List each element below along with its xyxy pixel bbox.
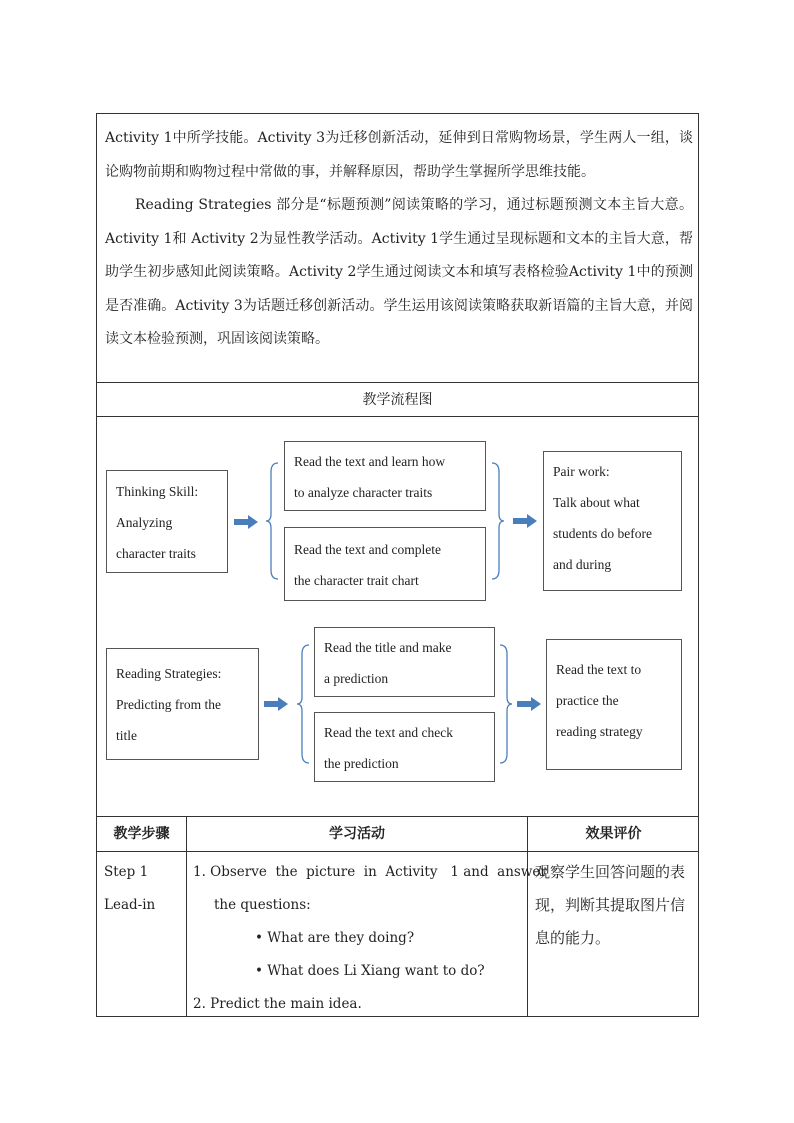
activity-item-1-cont: the questions: xyxy=(214,897,311,913)
activity-item-2: 2. Predict the main idea. xyxy=(193,996,362,1012)
box-line: students do before xyxy=(553,526,652,541)
divider xyxy=(97,416,698,417)
box-line: Read the text and learn how xyxy=(294,454,446,469)
header-learning-activities: 学习活动 xyxy=(329,826,385,842)
left-brace-icon xyxy=(296,644,310,764)
right-brace-icon xyxy=(499,644,513,764)
right-arrow-icon xyxy=(517,697,541,711)
flow-box-complete-chart xyxy=(284,527,486,601)
box-line: character traits xyxy=(116,546,196,561)
flow-box-learn-analyze xyxy=(284,441,486,511)
activity-bullet-2: • What does Li Xiang want to do? xyxy=(255,963,485,979)
step-name: Lead-in xyxy=(104,897,156,913)
box-line: Reading Strategies: xyxy=(116,666,222,681)
header-teaching-steps: 教学步骤 xyxy=(113,826,170,842)
right-arrow-icon xyxy=(513,514,537,528)
flow-box-make-prediction xyxy=(314,627,495,697)
right-brace-icon xyxy=(491,462,505,580)
divider xyxy=(97,382,698,383)
left-brace-icon xyxy=(265,462,279,580)
flow-box-pair-work xyxy=(543,451,682,591)
intro-paragraph-1: Activity 1中所学技能。Activity 3为迁移创新活动，延伸到日常购物场景，学生两人一组，谈论购物前期和购物过程中常做的事，并解释原因，帮助学生掌握所学思维技能。 xyxy=(105,130,693,180)
box-line: Pair work: xyxy=(553,464,610,479)
box-line: to analyze character traits xyxy=(294,485,433,500)
intro-text xyxy=(105,122,693,357)
box-line: Read the text and complete xyxy=(294,542,441,557)
activity-item-1: 1. Observe the picture in Activity 1 and answer xyxy=(193,864,547,880)
flow-box-thinking-skill xyxy=(106,470,228,573)
box-line: Predicting from the xyxy=(116,697,221,712)
lesson-plan-table xyxy=(96,113,699,1017)
box-line: reading strategy xyxy=(556,724,643,739)
box-line: the character trait chart xyxy=(294,573,419,588)
box-line: Read the text to xyxy=(556,662,642,677)
flow-box-practice-strategy xyxy=(546,639,682,770)
activity-bullet-1: • What are they doing? xyxy=(255,930,415,946)
box-line: Read the title and make xyxy=(324,640,452,655)
flowchart-title: 教学流程图 xyxy=(362,392,433,408)
right-arrow-icon xyxy=(264,697,288,711)
box-line: Read the text and check xyxy=(324,725,453,740)
box-line: title xyxy=(116,728,137,743)
header-evaluation: 效果评价 xyxy=(585,826,642,842)
box-line: the prediction xyxy=(324,756,399,771)
box-line: practice the xyxy=(556,693,619,708)
step-number: Step 1 xyxy=(104,864,149,880)
box-line: Talk about what xyxy=(553,495,640,510)
right-arrow-icon xyxy=(234,515,258,529)
flow-box-check-prediction xyxy=(314,712,495,782)
flow-box-reading-strategies xyxy=(106,648,259,760)
intro-paragraph-2: Reading Strategies 部分是“标题预测”阅读策略的学习，通过标题预测文本主旨大意。Activity 1和 Activity 2为显性教学活动。Activity 1学生通过呈现标题和文本的主旨大意，帮助学生初步感知此阅读策略。Activity 2学生通过阅读文本和填写表格检验Activity 1中的预测是否准确。Activity 3为话题迁移创新活动。学生运用该阅读策略获取新语篇的主旨大意，并阅读文本检验预测，巩固该阅读策略。 xyxy=(105,197,693,347)
box-line: Thinking Skill: xyxy=(116,484,199,499)
step-cell xyxy=(104,856,184,922)
evaluation-cell: 观察学生回答问题的表现，判断其提取图片信息的能力。 xyxy=(535,863,686,947)
box-line: and during xyxy=(553,557,612,572)
activity-cell xyxy=(193,856,547,1021)
box-line: Analyzing xyxy=(116,515,173,530)
box-line: a prediction xyxy=(324,671,389,686)
